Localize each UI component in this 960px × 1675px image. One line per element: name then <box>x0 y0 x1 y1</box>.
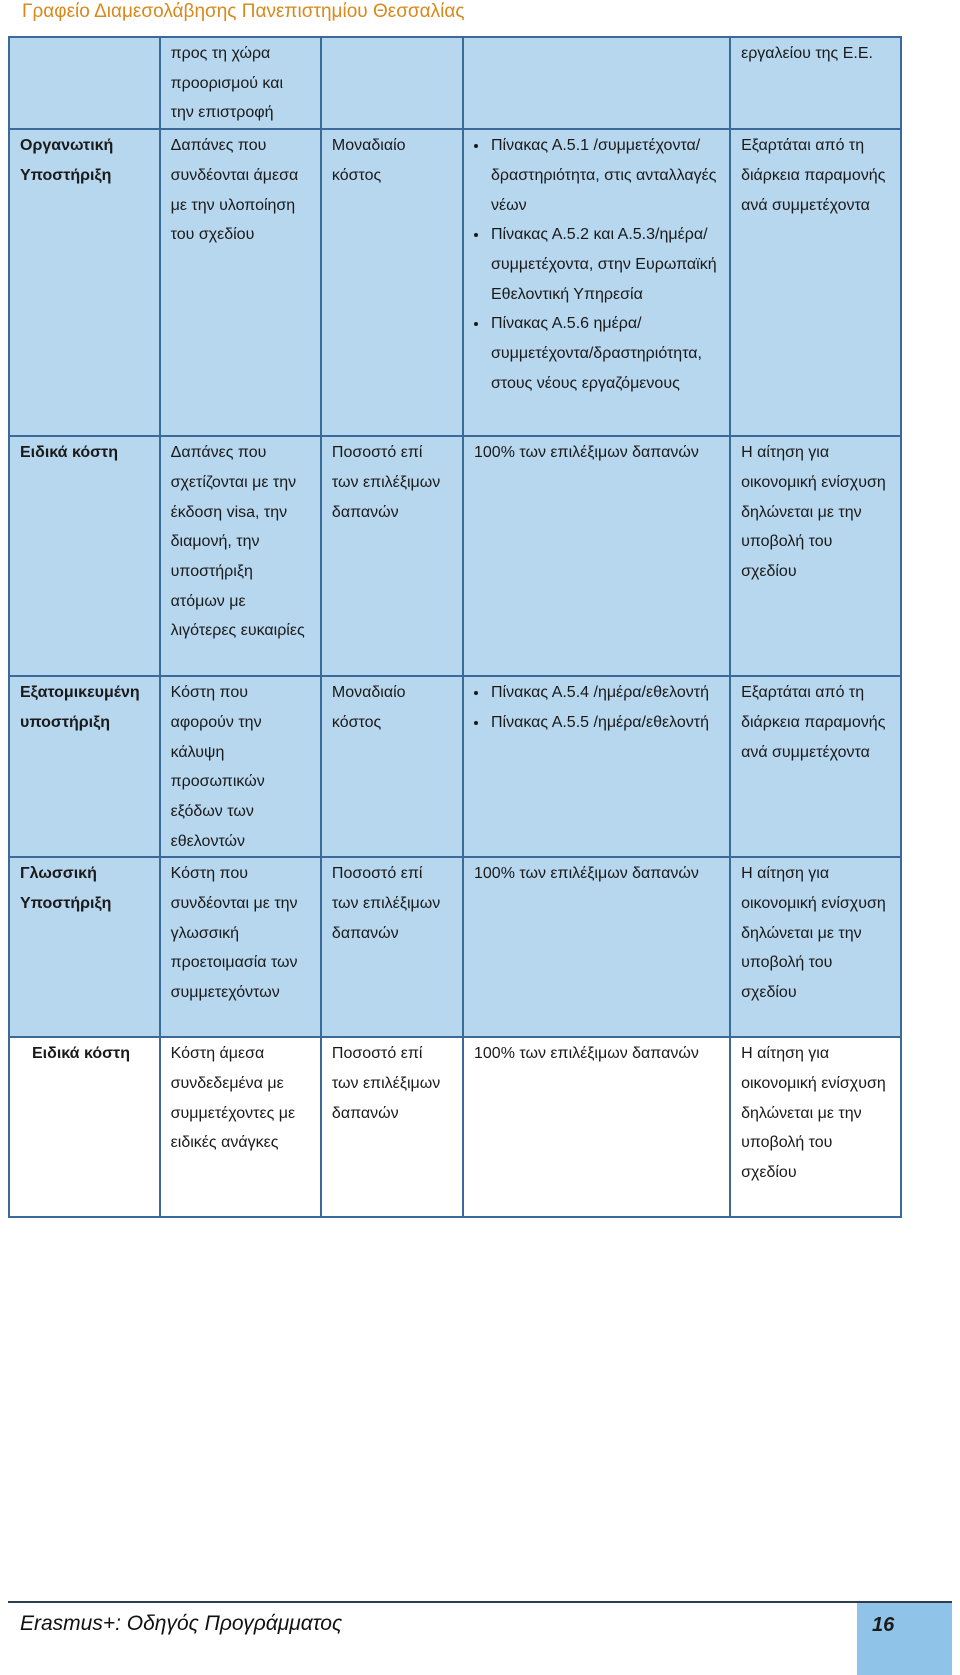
amount-cell <box>463 676 730 857</box>
financing-mechanism-cell: Μοναδιαίο κόστος <box>321 676 463 857</box>
financing-mechanism-cell: Ποσοστό επί των επιλέξιμων δαπανών <box>321 1037 463 1217</box>
amount-cell: 100% των επιλέξιμων δαπανών <box>463 1037 730 1217</box>
cost-category-cell: Ειδικά κόστη <box>9 436 160 676</box>
eligible-costs-cell: Δαπάνες που συνδέονται άμεσα με την υλοποίηση του σχεδίου <box>160 129 321 436</box>
eligible-costs-cell: προς τη χώρα προορισμού και την επιστροφή <box>160 37 321 129</box>
allocation-rule-cell: Η αίτηση για οικονομική ενίσχυση δηλώνεται με την υποβολή του σχεδίου <box>730 857 901 1037</box>
allocation-rule-cell: Εξαρτάται από τη διάρκεια παραμονής ανά συμμετέχοντα <box>730 129 901 436</box>
cost-category-cell: Οργανωτική Υποστήριξη <box>9 129 160 436</box>
list-item: • Πίνακας Α.5.4 /ημέρα/εθελοντή <box>489 678 719 708</box>
amount-list <box>474 678 719 737</box>
eligible-costs-cell: Κόστη που αφορούν την κάλυψη προσωπικών εξόδων των εθελοντών <box>160 676 321 857</box>
page-number: 16 <box>857 1603 952 1675</box>
list-item: • Πίνακας Α.5.2 και Α.5.3/ημέρα/συμμετέχοντα, στην Ευρωπαϊκή Εθελοντική Υπηρεσία <box>489 220 719 309</box>
table-row <box>9 37 901 129</box>
financing-mechanism-cell: Μοναδιαίο κόστος <box>321 129 463 436</box>
funding-rules-table <box>8 36 902 1218</box>
footer-guide-title: Erasmus+: Οδηγός Προγράμματος <box>20 1612 343 1635</box>
list-item: • Πίνακας Α.5.1 /συμμετέχοντα/δραστηριότητα, στις ανταλλαγές νέων <box>489 131 719 220</box>
table-row <box>9 436 901 676</box>
eligible-costs-cell: Κόστη που συνδέονται με την γλωσσική προετοιμασία των συμμετεχόντων <box>160 857 321 1037</box>
footer-divider <box>8 1601 952 1603</box>
allocation-rule-cell: Η αίτηση για οικονομική ενίσχυση δηλώνεται με την υποβολή του σχεδίου <box>730 1037 901 1217</box>
cost-category-cell <box>9 37 160 129</box>
eligible-costs-cell: Κόστη άμεσα συνδεδεμένα με συμμετέχοντες με ειδικές ανάγκες <box>160 1037 321 1217</box>
eligible-costs-cell: Δαπάνες που σχετίζονται με την έκδοση visa, την διαμονή, την υποστήριξη ατόμων με λιγότερες ευκαιρίες <box>160 436 321 676</box>
amount-list <box>474 131 719 398</box>
table-row <box>9 1037 901 1217</box>
allocation-rule-cell: εργαλείου της Ε.Ε. <box>730 37 901 129</box>
amount-cell: 100% των επιλέξιμων δαπανών <box>463 436 730 676</box>
cost-category-cell: Ειδικά κόστη <box>9 1037 160 1217</box>
financing-mechanism-cell <box>321 37 463 129</box>
allocation-rule-cell: Η αίτηση για οικονομική ενίσχυση δηλώνεται με την υποβολή του σχεδίου <box>730 436 901 676</box>
page-header-title: Γραφείο Διαμεσολάβησης Πανεπιστημίου Θεσσαλίας <box>22 1 465 22</box>
financing-mechanism-cell: Ποσοστό επί των επιλέξιμων δαπανών <box>321 436 463 676</box>
list-item: • Πίνακας Α.5.5 /ημέρα/εθελοντή <box>489 708 719 738</box>
financing-mechanism-cell: Ποσοστό επί των επιλέξιμων δαπανών <box>321 857 463 1037</box>
amount-cell: 100% των επιλέξιμων δαπανών <box>463 857 730 1037</box>
table-row <box>9 857 901 1037</box>
amount-cell <box>463 129 730 436</box>
allocation-rule-cell: Εξαρτάται από τη διάρκεια παραμονής ανά συμμετέχοντα <box>730 676 901 857</box>
list-item: • Πίνακας Α.5.6 ημέρα/συμμετέχοντα/δραστηριότητα, στους νέους εργαζόμενους <box>489 309 719 398</box>
cost-category-cell: Γλωσσική Υποστήριξη <box>9 857 160 1037</box>
cost-category-cell: Εξατομικευμένη υποστήριξη <box>9 676 160 857</box>
amount-cell <box>463 37 730 129</box>
table-row <box>9 676 901 857</box>
table-row <box>9 129 901 436</box>
